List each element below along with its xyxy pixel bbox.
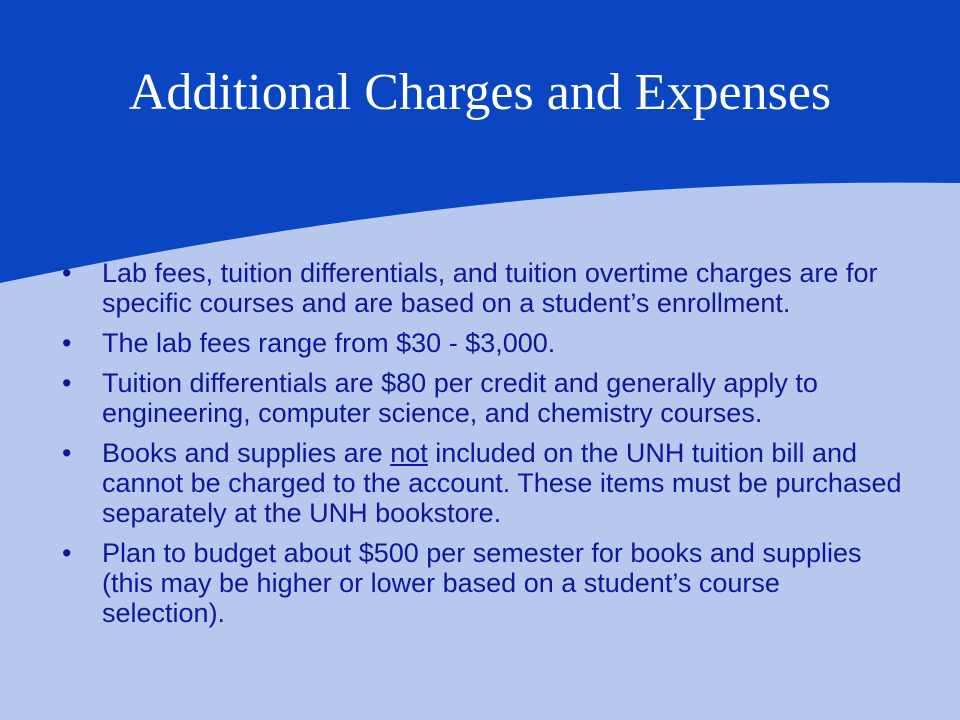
slide-title: Additional Charges and Expenses [128, 64, 832, 121]
bullet-item [62, 538, 902, 628]
bullet-marker: • [62, 258, 72, 288]
bullet-item [62, 328, 902, 358]
bullet-marker: • [62, 538, 72, 568]
bullet-text-before: Books and supplies are [102, 438, 391, 468]
emphasis-not: not [390, 438, 428, 468]
bullet-text-after: included on the UNH tuition bill and cannot be charged to the account. These items must be purchased separately at the UNH bookstore. [102, 438, 902, 528]
bullet-text: Tuition differentials are $80 per credit and generally apply to engineering, computer science, and chemistry courses. [102, 368, 818, 428]
bullet-item [62, 438, 902, 528]
bullet-item [62, 368, 902, 428]
bullet-marker: • [62, 328, 72, 358]
bullet-text: The lab fees range from $30 - $3,000. [102, 328, 556, 358]
bullet-text [102, 438, 902, 528]
bullet-marker: • [62, 368, 72, 398]
bullet-item [62, 258, 902, 318]
bullet-list [62, 258, 902, 638]
bullet-marker: • [62, 438, 72, 468]
bullet-text: Lab fees, tuition differentials, and tuition overtime charges are for specific courses and are based on a student’s enrollment. [102, 258, 878, 318]
bullet-text: Plan to budget about $500 per semester for books and supplies (this may be higher or lower based on a student’s course selection). [102, 538, 862, 628]
